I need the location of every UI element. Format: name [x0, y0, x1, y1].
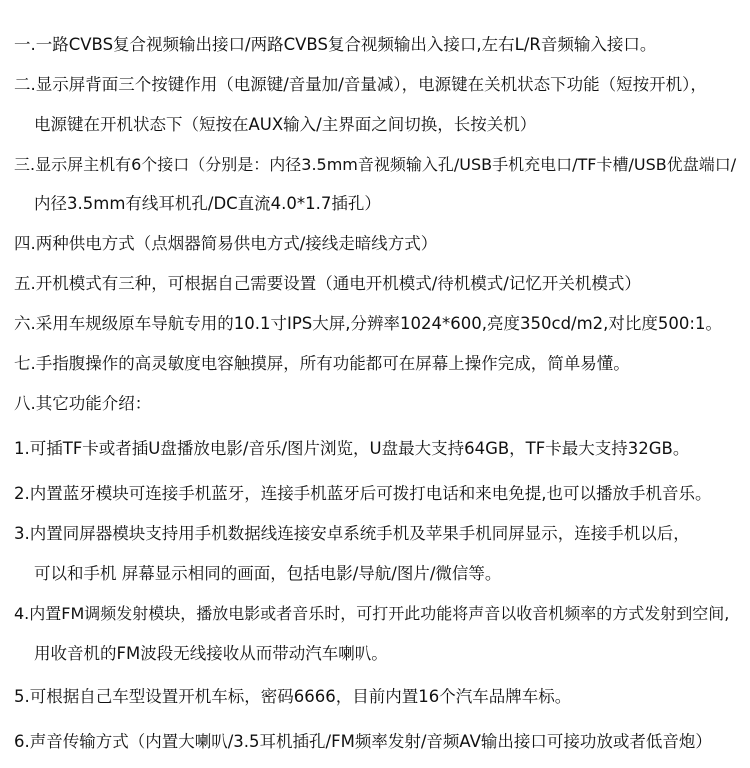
feature-2-bluetooth: 2.内置蓝牙模块可连接手机蓝牙，连接手机蓝牙后可拨打电话和来电免提,也可以播放手机音乐。	[14, 484, 712, 503]
feature-3-screen-mirroring-cont: 可以和手机 屏幕显示相同的画面，包括电影/导航/图片/微信等。	[34, 564, 502, 583]
line-3-host-ports: 三.显示屏主机有6个接口（分别是：内径3.5mm音视频输入孔/USB手机充电口/TF卡槽/USB优盘端口/	[14, 155, 737, 174]
feature-3-screen-mirroring: 3.内置同屏器模块支持用手机数据线连接安卓系统手机及苹果手机同屏显示，连接手机以后，	[14, 524, 690, 543]
line-5-boot-modes: 五.开机模式有三种，可根据自己需要设置（通电开机模式/待机模式/记忆开关机模式）	[14, 274, 641, 293]
line-2-rear-buttons: 二.显示屏背面三个按键作用（电源键/音量加/音量减），电源键在关机状态下功能（短按开机），	[14, 75, 707, 94]
line-1-video-interfaces: 一.一路CVBS复合视频输出接口/两路CVBS复合视频输出入接口,左右L/R音频输入接口。	[14, 35, 657, 54]
feature-4-fm-transmitter-cont: 用收音机的FM波段无线接收从而带动汽车喇叭。	[34, 644, 388, 663]
line-2-rear-buttons-cont: 电源键在开机状态下（短按在AUX输入/主界面之间切换，长按关机）	[34, 115, 537, 134]
feature-1-media-playback: 1.可插TF卡或者插U盘播放电影/音乐/图片浏览，U盘最大支持64GB，TF卡最大支持32GB。	[14, 439, 690, 458]
line-7-touchscreen: 七.手指腹操作的高灵敏度电容触摸屏，所有功能都可在屏幕上操作完成，简单易懂。	[14, 354, 630, 373]
line-6-screen-specs: 六.采用车规级原车导航专用的10.1寸IPS大屏,分辨率1024*600,亮度350cd/m2,对比度500:1。	[14, 314, 722, 333]
line-3-host-ports-cont: 内径3.5mm有线耳机孔/DC直流4.0*1.7插孔）	[34, 194, 381, 213]
feature-6-audio-output: 6.声音传输方式（内置大喇叭/3.5耳机插孔/FM频率发射/音频AV输出接口可接功放或者低音炮）	[14, 732, 712, 751]
line-8-other-features-heading: 八.其它功能介绍：	[14, 394, 152, 413]
line-4-power-supply: 四.两种供电方式（点烟器简易供电方式/接线走暗线方式）	[14, 234, 438, 253]
feature-5-boot-logo: 5.可根据自己车型设置开机车标，密码6666，目前内置16个汽车品牌车标。	[14, 687, 572, 706]
feature-4-fm-transmitter: 4.内置FM调频发射模块，播放电影或者音乐时，可打开此功能将声音以收音机频率的方式发射到空间,	[14, 604, 730, 623]
